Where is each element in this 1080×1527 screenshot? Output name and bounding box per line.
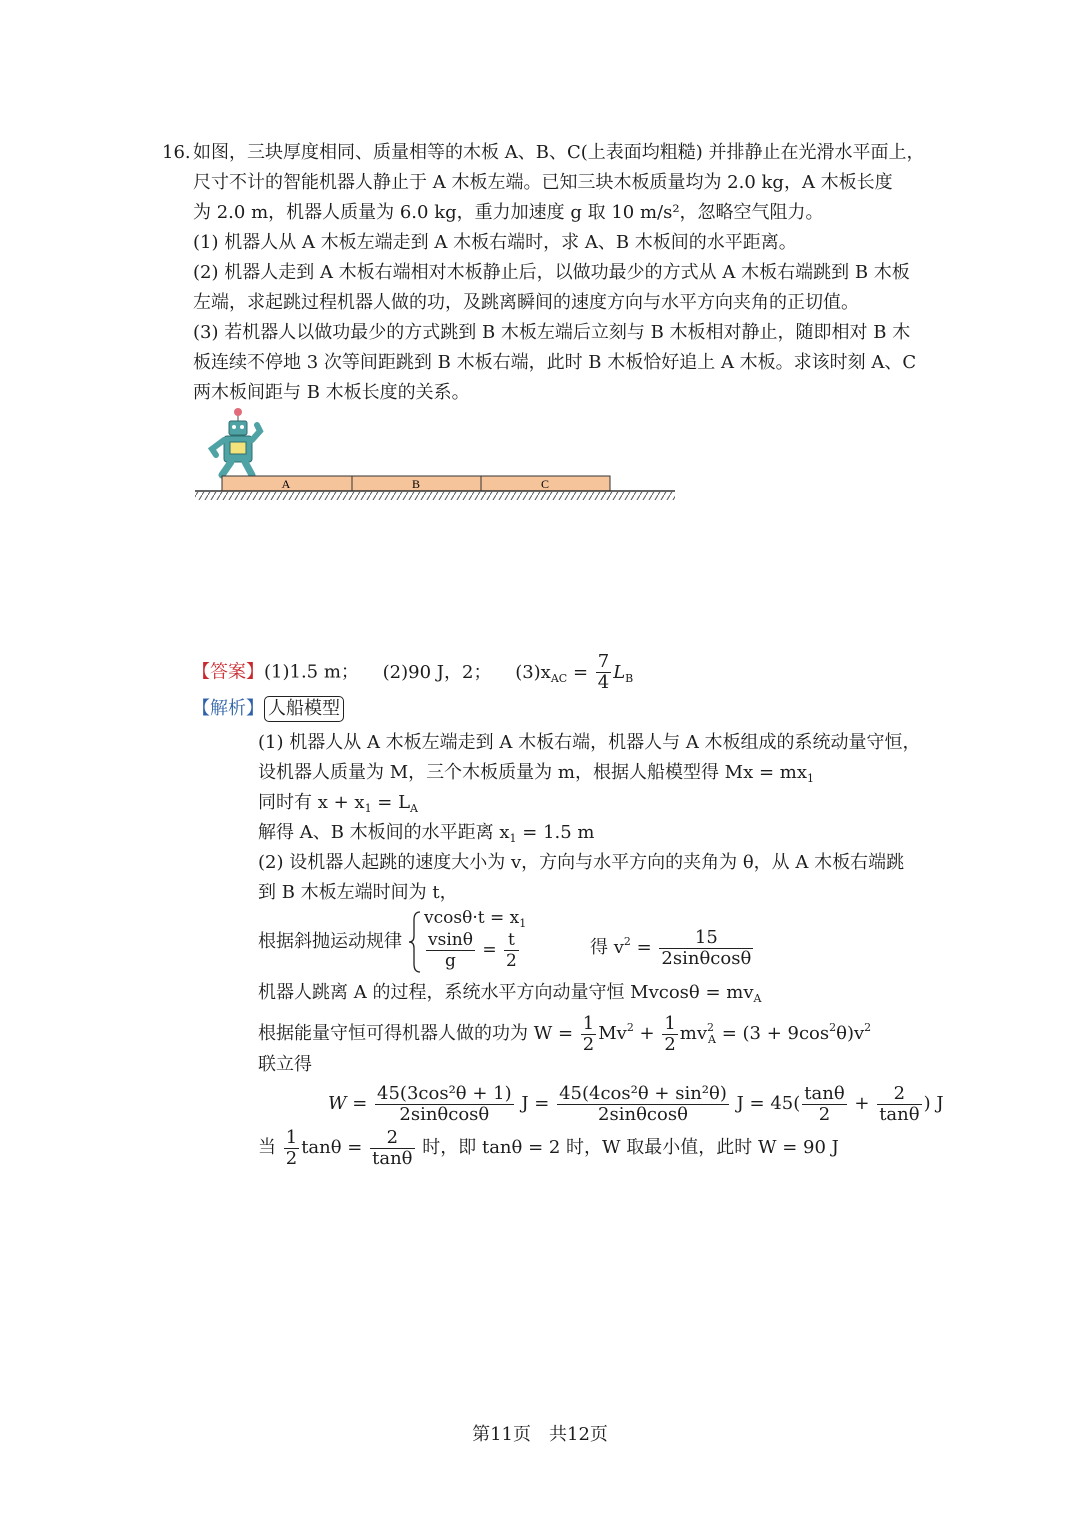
line-9-rhs: = (3 + 9cos bbox=[716, 1023, 830, 1044]
system-eq-2-num: vsinθ bbox=[428, 930, 473, 950]
line-9-mv: mv bbox=[679, 1023, 708, 1044]
system-eq-2-rden: 2 bbox=[506, 951, 517, 971]
work-frac4 bbox=[877, 1084, 921, 1125]
question-line-4: (1) 机器人从 A 木板左端走到 A 木板右端时，求 A、B 木板间的水平距离。 bbox=[193, 232, 797, 253]
work-frac4-den: tanθ bbox=[879, 1103, 920, 1125]
answer-eq: = bbox=[567, 661, 594, 683]
work-plus: + bbox=[848, 1093, 876, 1114]
analysis-line-4-text2: = 1.5 m bbox=[516, 822, 595, 843]
result-v2-eq: = bbox=[630, 937, 658, 958]
answer-x-sub: AC bbox=[550, 671, 568, 685]
question-line-2: 尺寸不计的智能机器人静止于 A 木板左端。已知三块木板质量均为 2.0 kg，A 木板长度 bbox=[193, 172, 893, 193]
work-end: ) J bbox=[923, 1093, 944, 1114]
answer-frac-num: 7 bbox=[597, 651, 610, 672]
work-frac3 bbox=[802, 1084, 846, 1125]
question-line-7: (3) 若机器人以做功最少的方式跳到 B 木板左端后立刻与 B 木板相对静止，随即相对 B 木 bbox=[193, 322, 911, 343]
question-number: 16. bbox=[162, 142, 191, 163]
answer-part3 bbox=[515, 651, 634, 693]
result-v2-den: 2sinθcosθ bbox=[661, 947, 752, 969]
analysis-line-8-sub: A bbox=[753, 992, 762, 1005]
answer-line bbox=[192, 652, 633, 699]
system-eq-2-frac bbox=[426, 930, 475, 971]
question-line-9: 两木板间距与 B 木板长度的关系。 bbox=[193, 382, 470, 403]
work-frac1-den: 2sinθcosθ bbox=[399, 1103, 490, 1125]
analysis-line-10: 联立得 bbox=[258, 1054, 312, 1075]
analysis-line-3-sub: 1 bbox=[364, 802, 372, 815]
system-eq-2-den: g bbox=[445, 951, 456, 971]
model-tag: 人船模型 bbox=[264, 696, 344, 722]
analysis-tag: 【解析】 bbox=[192, 698, 264, 719]
analysis-line-8-text: 机器人跳离 A 的过程，系统水平方向动量守恒 Mvcosθ = mv bbox=[258, 982, 754, 1003]
line-12-tan: tanθ = bbox=[301, 1137, 369, 1158]
robot-icon bbox=[212, 408, 260, 475]
line-9-frac2-num: 1 bbox=[664, 1012, 676, 1034]
work-frac2 bbox=[557, 1084, 729, 1125]
system-eq-2-rfrac bbox=[504, 930, 519, 971]
analysis-line-1: (1) 机器人从 A 木板左端走到 A 木板右端，机器人与 A 木板组成的系统动量守恒， bbox=[258, 732, 921, 753]
line-9-mv-sup: 2 bbox=[707, 1021, 715, 1034]
robot-plank-figure bbox=[190, 405, 680, 505]
question-line-1: 如图，三块厚度相同、质量相等的木板 A、B、C(上表面均粗糙) 并排静止在光滑水平面上， bbox=[193, 142, 925, 163]
answer-x: (3)x bbox=[515, 661, 551, 683]
answer-frac-den: 4 bbox=[597, 672, 610, 693]
line-12-frac1 bbox=[284, 1128, 299, 1169]
analysis-line-3-text: 同时有 x + x bbox=[258, 792, 365, 813]
work-prefix: W = bbox=[328, 1093, 374, 1114]
line-9-plus: + bbox=[633, 1023, 661, 1044]
line-9-rhs2: θ)v bbox=[836, 1023, 865, 1044]
line-9-frac1-num: 1 bbox=[582, 1012, 595, 1034]
plank-b-label: B bbox=[411, 477, 421, 491]
answer-part1: (1)1.5 m； bbox=[264, 661, 359, 683]
question-line-6: 左端，求起跳过程机器人做的功，及跳离瞬间的速度方向与水平方向夹角的正切值。 bbox=[193, 292, 859, 313]
question-line-8: 板连续不停地 3 次等间距跳到 B 木板右端，此时 B 木板恰好追上 A 木板。求该时刻 A、C bbox=[193, 352, 917, 373]
answer-tag: 【答案】 bbox=[192, 661, 264, 683]
question-line-3: 为 2.0 m，机器人质量为 6.0 kg，重力加速度 g 取 10 m/s²，忽略空气阻力。 bbox=[193, 202, 824, 223]
work-frac1 bbox=[375, 1084, 514, 1125]
work-frac2-den: 2sinθcosθ bbox=[598, 1103, 688, 1125]
answer-part2: (2)90 J，2； bbox=[382, 661, 492, 683]
line-12-prefix: 当 bbox=[258, 1137, 282, 1158]
ground-hatch bbox=[195, 492, 675, 500]
analysis-line-12 bbox=[258, 1126, 839, 1170]
plank-a-label: A bbox=[281, 477, 291, 491]
analysis-line-7: 根据斜抛运动规律 bbox=[258, 931, 402, 952]
analysis-line-3-text2: = L bbox=[371, 792, 411, 813]
system-eq-1-sub: 1 bbox=[519, 917, 527, 930]
line-9-frac2 bbox=[662, 1014, 677, 1055]
work-frac3-den: 2 bbox=[818, 1103, 831, 1125]
work-frac4-num: 2 bbox=[877, 1084, 921, 1105]
line-9-frac2-den: 2 bbox=[664, 1033, 676, 1055]
line-9-Mv-sup: 2 bbox=[626, 1021, 634, 1034]
line-12-frac1-num: 1 bbox=[285, 1126, 298, 1148]
analysis-line-5: (2) 设机器人起跳的速度大小为 v，方向与水平方向的夹角为 θ，从 A 木板右端跳 bbox=[258, 852, 905, 873]
work-mid1: J = bbox=[515, 1093, 556, 1114]
work-mid2: J = 45( bbox=[730, 1093, 801, 1114]
analysis-line-3-sub2: A bbox=[410, 802, 418, 815]
line-12-frac2-den: tanθ bbox=[372, 1147, 413, 1169]
system-eq-2 bbox=[424, 930, 521, 971]
line-12-frac2-num: 2 bbox=[370, 1128, 414, 1149]
result-v2-sup: 2 bbox=[623, 935, 631, 948]
work-frac2-num: 45(4cos²θ + sin²θ) bbox=[559, 1082, 727, 1104]
analysis-line-6: 到 B 木板左端时间为 t， bbox=[258, 882, 458, 903]
line-9-rhs2-sup: 2 bbox=[864, 1021, 872, 1034]
answer-fraction bbox=[596, 652, 611, 693]
result-v2 bbox=[590, 922, 755, 969]
result-v2-num: 15 bbox=[659, 928, 753, 949]
system-eq-2-eq: = bbox=[476, 940, 503, 960]
analysis-line-2-text: 设机器人质量为 M，三个木板质量为 m，根据人船模型得 Mx = mx bbox=[258, 762, 807, 783]
analysis-line-4-text: 解得 A、B 木板间的水平距离 x bbox=[258, 822, 510, 843]
system-eq-1-text: vcosθ·t = x bbox=[424, 908, 520, 928]
work-frac3-num: tanθ bbox=[804, 1082, 845, 1104]
line-12-text: 时，即 tanθ = 2 时，W 取最小值，此时 W = 90 J bbox=[416, 1137, 839, 1158]
system-eq-2-rnum: t bbox=[504, 930, 519, 951]
line-9-Mv: Mv bbox=[598, 1023, 627, 1044]
line-12-frac1-den: 2 bbox=[285, 1147, 298, 1169]
analysis-header bbox=[192, 694, 344, 724]
line-9-rhs-sup: 2 bbox=[829, 1021, 837, 1034]
answer-L: L bbox=[613, 661, 626, 683]
line-9-frac1-den: 2 bbox=[582, 1033, 595, 1055]
analysis-line-4-sub: 1 bbox=[509, 832, 517, 845]
result-v2-frac bbox=[659, 928, 753, 969]
work-frac1-num: 45(3cos²θ + 1) bbox=[377, 1082, 512, 1104]
line-9-text: 根据能量守恒可得机器人做的功为 W = bbox=[258, 1023, 579, 1044]
question-line-5: (2) 机器人走到 A 木板右端相对木板静止后，以做功最少的方式从 A 木板右端跳到 B 木板 bbox=[193, 262, 910, 283]
analysis-line-2-sub: 1 bbox=[807, 772, 814, 785]
line-12-frac2 bbox=[370, 1128, 414, 1169]
page-footer: 第11页 共12页 bbox=[472, 1424, 608, 1445]
line-9-frac1 bbox=[581, 1014, 596, 1055]
answer-L-sub: B bbox=[625, 671, 634, 685]
plank-c-label: C bbox=[540, 477, 550, 491]
analysis-line-9 bbox=[258, 1008, 871, 1060]
brace-icon bbox=[408, 910, 422, 974]
result-v2-prefix: 得 v bbox=[590, 937, 624, 958]
work-equation bbox=[328, 1082, 944, 1126]
line-9-mv-sub: A bbox=[708, 1033, 716, 1046]
